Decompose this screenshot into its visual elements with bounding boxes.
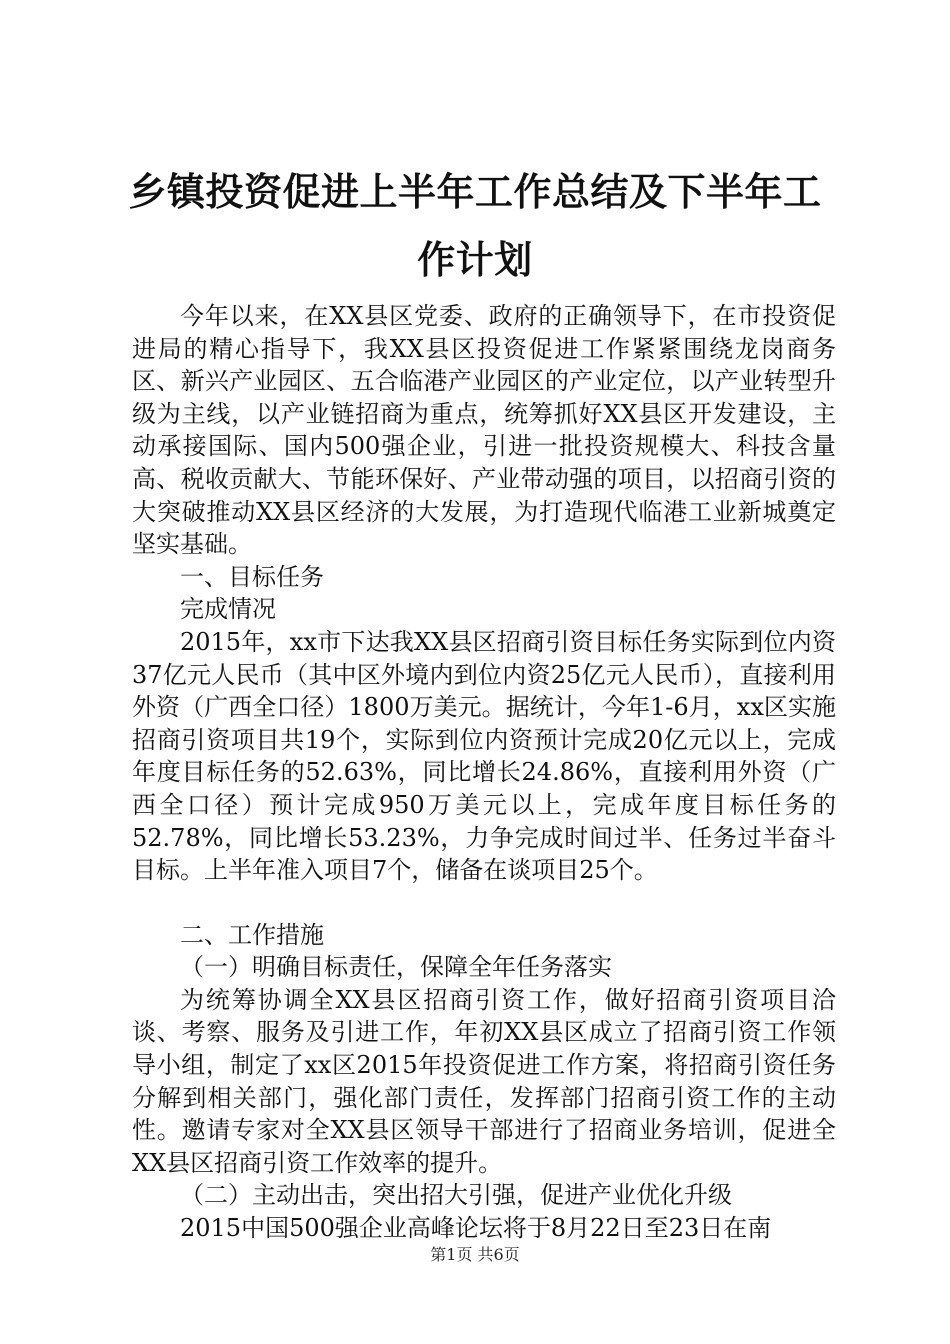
page-title: 乡镇投资促进上半年工作总结及下半年工作计划: [128, 169, 822, 282]
paragraph-intro: 今年以来，在XX县区党委、政府的正确领导下，在市投资促进局的精心指导下，我XX县区投资促进工作紧紧围绕龙岗商务区、新兴产业园区、五合临港产业园区的产业定位，以产业转型升级为主线，以产业链招商为重点，统筹抓好XX县区开发建设，主动承接国际、国内500强企业，引进一批投资规模大、科技含量高、税收贡献大、节能环保好、产业带动强的项目，以招商引资的大突破推动XX县区经济的大发展，为打造现代临港工业新城奠定坚实基础。: [132, 302, 836, 559]
heading-goals: 一、目标任务: [180, 562, 324, 591]
document-body: [132, 300, 836, 1245]
paragraph-completion: 2015年，xx市下达我XX县区招商引资目标任务实际到位内资37亿元人民币（其中区外境内到位内资25亿元人民币），直接利用外资（广西全口径）1800万美元。据统计，今年1-6月，xx区实施招商引资项目共19个，实际到位内资预计完成20亿元以上，完成年度目标任务的52.63%，同比增长24.86%，直接利用外资（广西全口径）预计完成950万美元以上，完成年度目标任务的52.78%，同比增长53.23%，力争完成时间过半、任务过半奋斗目标。上半年准入项目7个，储备在谈项目25个。: [132, 627, 836, 885]
subheading-measure-2: （二）主动出击，突出招大引强，促进产业优化升级: [180, 1181, 732, 1210]
page-footer: 第1页 共6页: [430, 1245, 520, 1264]
paragraph-measure-2: 2015中国500强企业高峰论坛将于8月22日至23日在南: [180, 1214, 772, 1243]
heading-measures: 二、工作措施: [180, 920, 324, 949]
paragraph-measure-1: 为统筹协调全XX县区招商引资工作，做好招商引资项目洽谈、考察、服务及引进工作，年初XX县区成立了招商引资工作领导小组，制定了xx区2015年投资促进工作方案，将招商引资任务分解到相关部门，强化部门责任，发挥部门招商引资工作的主动性。邀请专家对全XX县区领导干部进行了招商业务培训，促进全XX县区招商引资工作效率的提升。: [132, 985, 836, 1177]
subheading-completion: 完成情况: [180, 595, 276, 624]
subheading-measure-1: （一）明确目标责任，保障全年任务落实: [180, 953, 612, 982]
